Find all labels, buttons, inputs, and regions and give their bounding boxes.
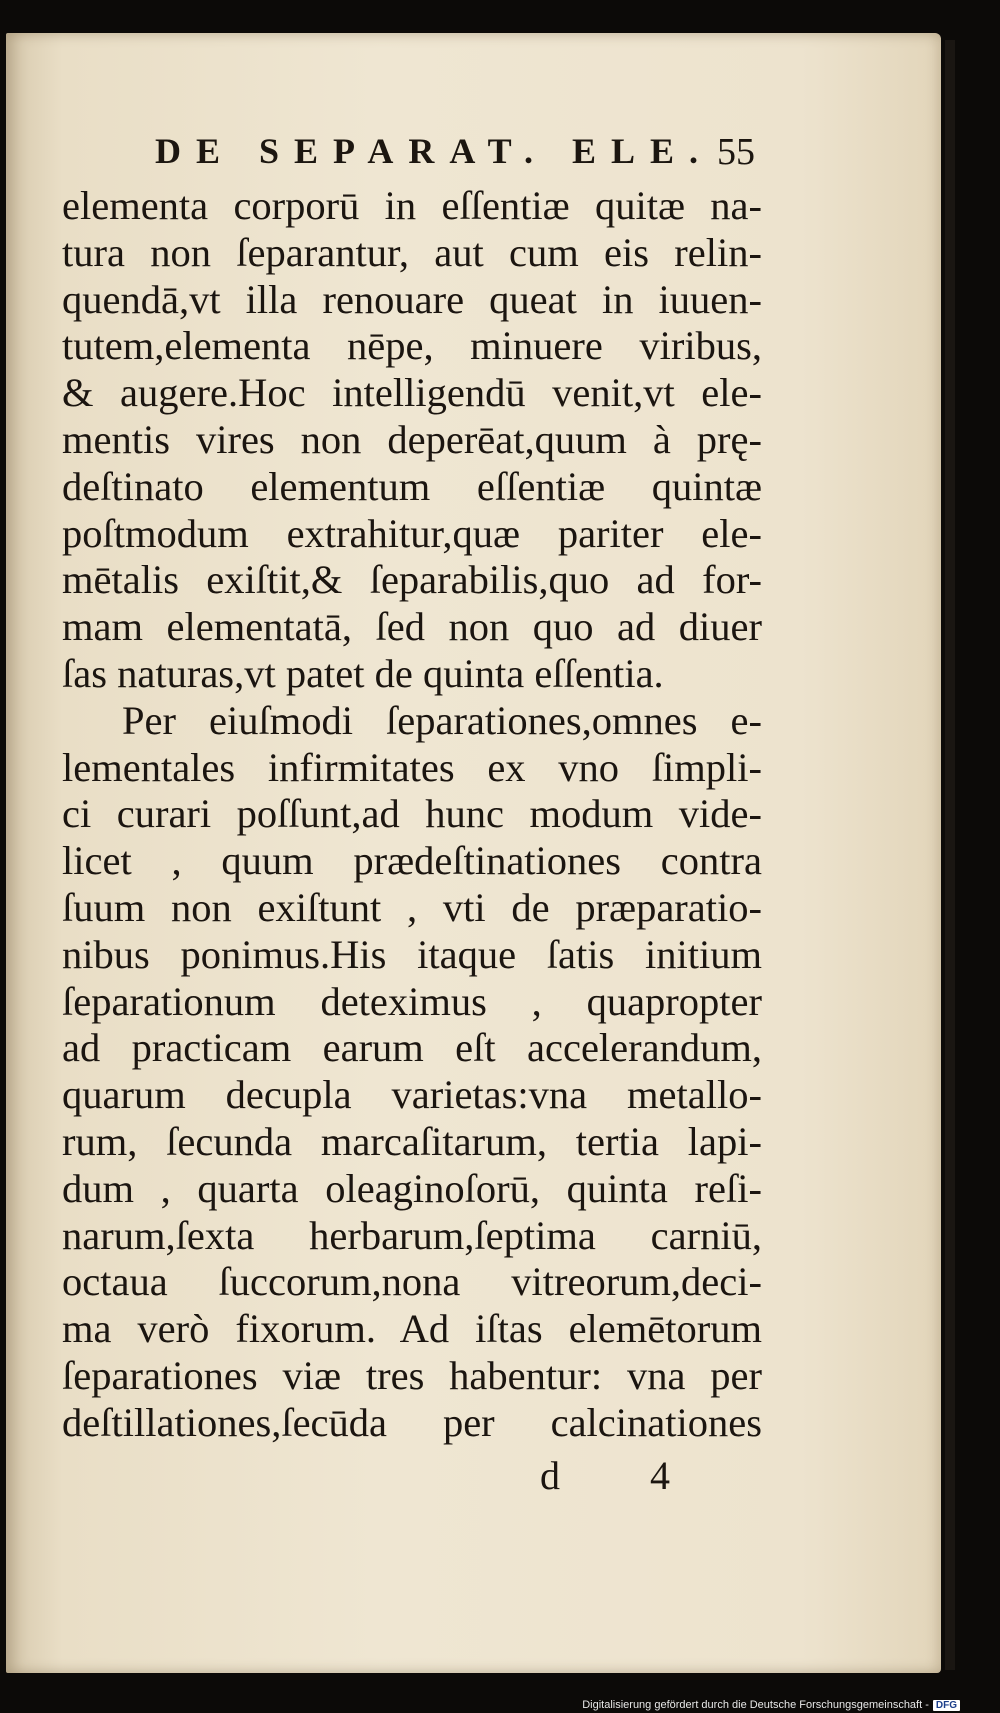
text-line: lementales infirmitates ex vno ſimpli-: [62, 744, 762, 790]
digitization-credit: [582, 1699, 960, 1711]
text-line: ſeparationum deteximus , quapropter: [62, 978, 762, 1024]
text-line: rum, ſecunda marcaſitarum, tertia lapi-: [62, 1118, 762, 1164]
text-line: ad practicam earum eſt accelerandum,: [62, 1025, 762, 1071]
text-line: narum,ſexta herbarum,ſeptima carniū,: [62, 1212, 762, 1258]
text-line: & augere.Hoc intelligendū venit,vt ele-: [62, 370, 762, 416]
scan-border: [0, 1673, 1000, 1699]
text-line: quendā,vt illa renouare queat in iuuen-: [62, 276, 762, 322]
text-line: deſtinato elementum eſſentiæ quintæ: [62, 463, 762, 509]
text-line: poſtmodum extrahitur,quæ pariter ele-: [62, 510, 762, 556]
page-number: 55: [717, 131, 755, 173]
text-line: dum , quarta oleaginoſorū, quinta reſi-: [62, 1165, 762, 1211]
page-edge: [945, 40, 955, 1670]
text-line: deſtillationes,ſecūda per calcinationes: [62, 1399, 762, 1445]
text-line: nibus ponimus.His itaque ſatis initium: [62, 931, 762, 977]
text-line: Per eiuſmodi ſeparationes,omnes e-: [122, 697, 762, 743]
text-line: elementa corporū in eſſentiæ quitæ na-: [62, 183, 762, 228]
text-line: ſuum non exiſtunt , vti de præparatio-: [62, 884, 762, 930]
running-head-title: DE SEPARAT. ELE.: [155, 131, 714, 171]
text-line: quarum decupla varietas:vna metallo-: [62, 1072, 762, 1118]
signature-mark: d 4: [540, 1453, 710, 1498]
text-line: tutem,elementa nēpe, minuere viribus,: [62, 323, 762, 369]
running-head: [155, 130, 755, 180]
text-line: licet , quum prædeſtinationes contra: [62, 838, 762, 884]
text-line: mentis vires non deperēat,quum à prę-: [62, 416, 762, 462]
text-line: ſeparationes viæ tres habentur: vna per: [62, 1352, 762, 1398]
dfg-logo: DFG: [933, 1700, 960, 1711]
text-line: octaua ſuccorum,nona vitreorum,deci-: [62, 1259, 762, 1305]
text-line: tura non ſeparantur, aut cum eis relin-: [62, 229, 762, 275]
credit-text: Digitalisierung gefördert durch die Deutsche Forschungsgemeinschaft -: [582, 1699, 929, 1711]
text-line: ma verò fixorum. Ad iſtas elemētorum: [62, 1306, 762, 1352]
text-line: ſas naturas,vt patet de quinta eſſentia.: [62, 650, 664, 696]
text-line: ci curari poſſunt,ad hunc modum vide-: [62, 791, 762, 837]
body-text: [62, 183, 762, 1447]
text-line: mētalis exiſtit,& ſeparabilis,quo ad for-: [62, 557, 762, 603]
text-line: mam elementatā, ſed non quo ad diuer: [62, 604, 762, 650]
